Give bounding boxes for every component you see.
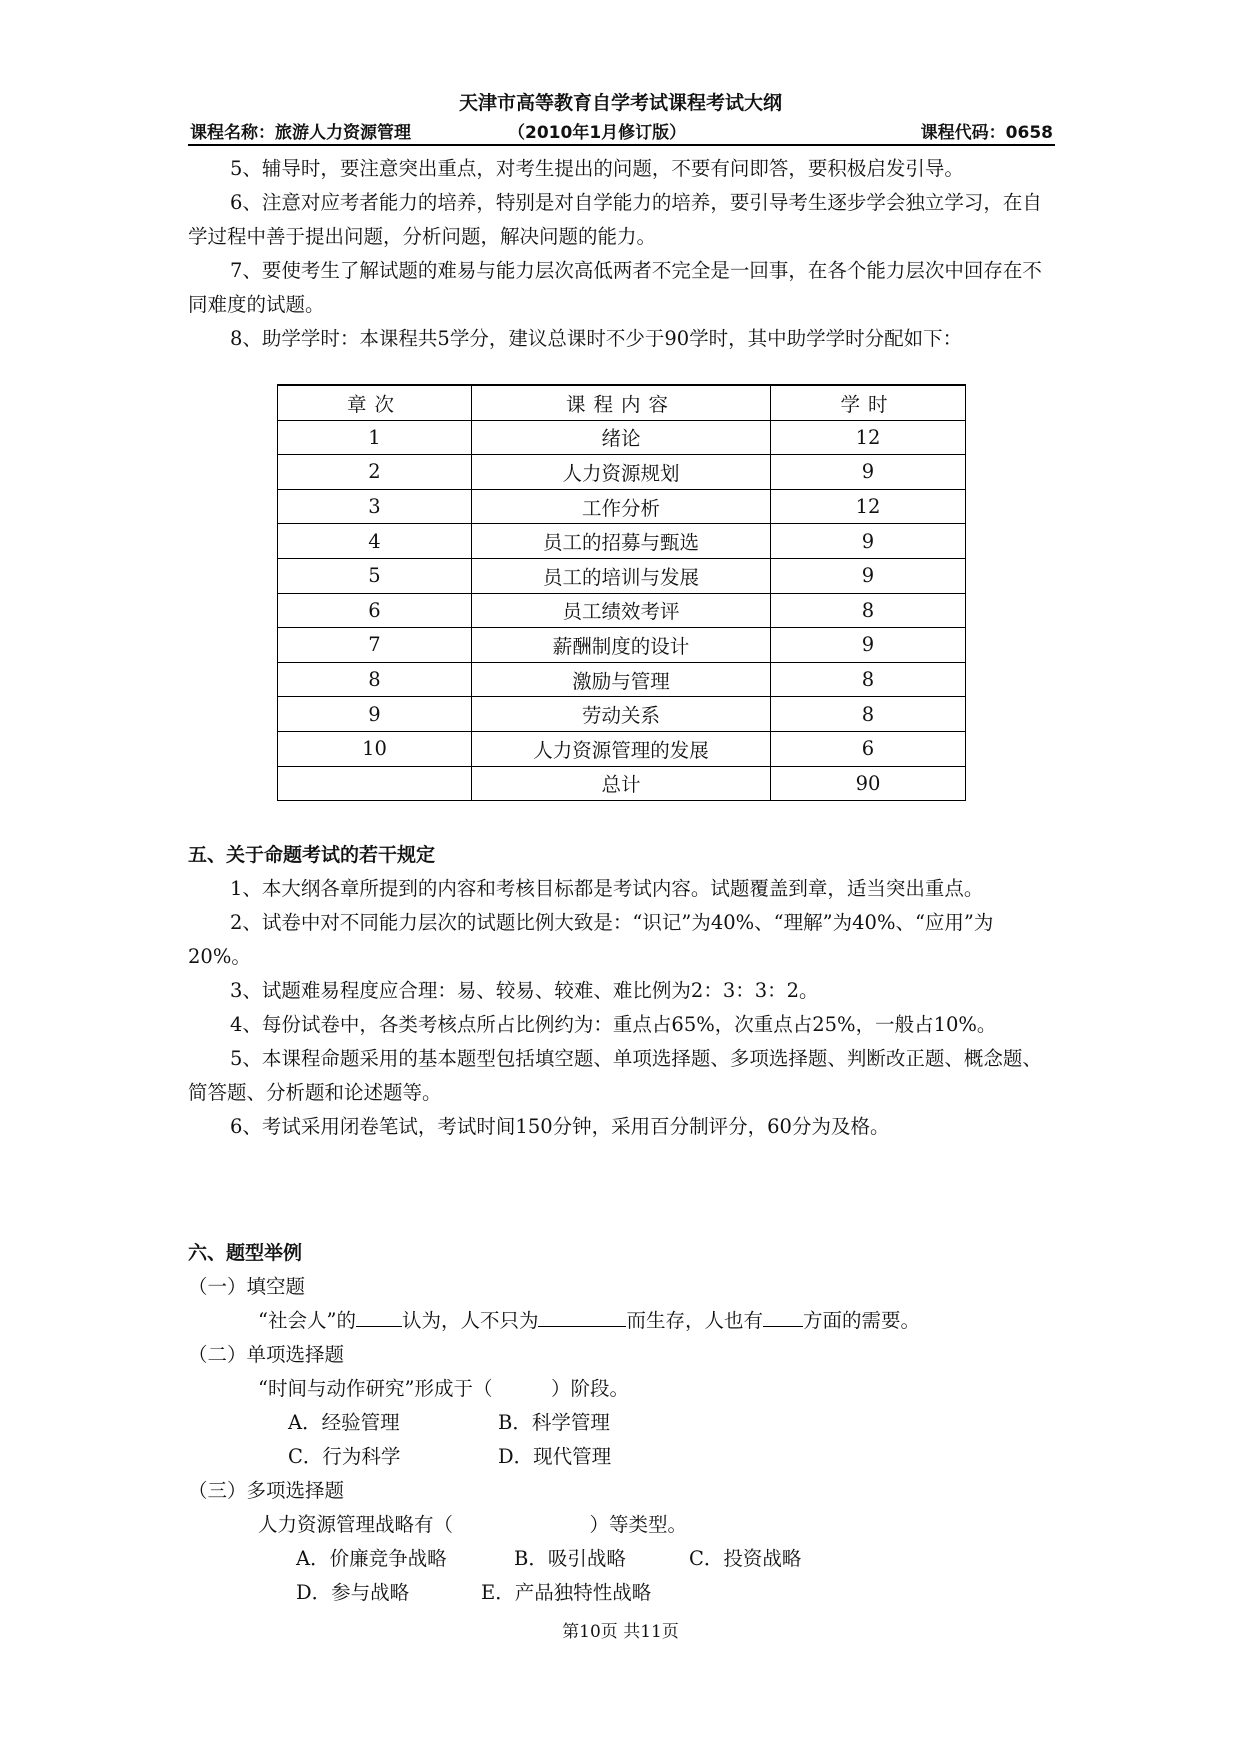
- rule-item: 1、本大纲各章所提到的内容和考核目标都是考试内容。试题覆盖到章，适当突出重点。: [230, 877, 984, 900]
- cell-hours: 9: [771, 524, 966, 559]
- answer-blank: [763, 1308, 803, 1327]
- header-content: 课程内容: [472, 385, 771, 420]
- cell-content: 劳动关系: [472, 697, 771, 732]
- cell-chapter: 7: [278, 628, 472, 663]
- cell-hours: 12: [771, 489, 966, 524]
- cell-hours: 8: [771, 593, 966, 628]
- option-d: D．现代管理: [498, 1445, 612, 1468]
- cell-content: 员工的招募与甄选: [472, 524, 771, 559]
- multi-choice-question: 人力资源管理战略有（ ）等类型。: [258, 1513, 688, 1536]
- cell-content: 员工的培训与发展: [472, 558, 771, 593]
- cell-content: 绪论: [472, 420, 771, 455]
- table-header-row: [278, 385, 966, 420]
- cell-chapter: 5: [278, 558, 472, 593]
- cell-hours: 8: [771, 697, 966, 732]
- option-a: A．价廉竞争战略: [296, 1547, 447, 1570]
- cell-chapter: [278, 766, 472, 801]
- option-a: A．经验管理: [288, 1411, 400, 1434]
- table-row: [278, 420, 966, 455]
- multi-choice-options-row: [188, 1542, 1056, 1576]
- cell-chapter: 4: [278, 524, 472, 559]
- table-row: [278, 731, 966, 766]
- cell-hours: 9: [771, 558, 966, 593]
- answer-blank: [356, 1308, 402, 1327]
- cell-content: 薪酬制度的设计: [472, 628, 771, 663]
- guidance-item-8: 8、助学学时：本课程共5学分，建议总课时不少于90学时，其中助学学时分配如下：: [230, 327, 963, 350]
- course-code: 课程代码：0658: [920, 123, 1053, 143]
- table-row: [278, 628, 966, 663]
- table-total-row: [278, 766, 966, 801]
- guidance-item-6: 6、注意对应考者能力的培养，特别是对自学能力的培养，要引导考生逐步学会独立学习，在自学过程中善于提出问题，分析问题，解决问题的能力。: [188, 191, 1042, 248]
- rule-item: 6、考试采用闭卷笔试，考试时间150分钟，采用百分制评分，60分为及格。: [230, 1115, 890, 1138]
- course-name: 课程名称：旅游人力资源管理: [190, 123, 411, 143]
- cell-hours: 8: [771, 662, 966, 697]
- edition-label: （2010年1月修订版）: [508, 123, 687, 143]
- rule-item: 3、试题难易程度应合理：易、较易、较难、难比例为2：3：3：2。: [230, 979, 819, 1002]
- cell-content: 人力资源规划: [472, 455, 771, 490]
- header-hours: 学时: [771, 385, 966, 420]
- cell-content: 激励与管理: [472, 662, 771, 697]
- table-row: [278, 662, 966, 697]
- page-number: 第10页 共11页: [562, 1622, 679, 1642]
- question-examples-section: [188, 1236, 1056, 1610]
- cell-chapter: 3: [278, 489, 472, 524]
- cell-chapter: 8: [278, 662, 472, 697]
- multi-choice-label: （三）多项选择题: [188, 1479, 345, 1502]
- fill-blank-question: [188, 1304, 1056, 1338]
- table-row: [278, 455, 966, 490]
- cell-hours: 6: [771, 731, 966, 766]
- cell-chapter: 2: [278, 455, 472, 490]
- cell-chapter: 10: [278, 731, 472, 766]
- option-e: E．产品独特性战略: [481, 1581, 652, 1604]
- cell-chapter: 1: [278, 420, 472, 455]
- section-6-heading: 六、题型举例: [188, 1242, 303, 1264]
- guidance-section: [188, 152, 1056, 356]
- single-choice-question: “时间与动作研究”形成于（ ）阶段。: [258, 1377, 629, 1400]
- header-chapter: 章次: [278, 385, 472, 420]
- single-choice-label: （二）单项选择题: [188, 1343, 345, 1366]
- rule-item: 5、本课程命题采用的基本题型包括填空题、单项选择题、多项选择题、判断改正题、概念题、简答题、分析题和论述题等。: [188, 1047, 1042, 1104]
- cell-chapter: 6: [278, 593, 472, 628]
- cell-hours: 9: [771, 628, 966, 663]
- table-row: [278, 489, 966, 524]
- study-hours-table: [277, 384, 966, 801]
- header-row: [190, 118, 1053, 142]
- option-b: B．吸引战略: [514, 1547, 626, 1570]
- option-b: B．科学管理: [498, 1411, 610, 1434]
- document-title: 天津市高等教育自学考试课程考试大纲: [458, 92, 782, 114]
- cell-content: 人力资源管理的发展: [472, 731, 771, 766]
- table-row: [278, 558, 966, 593]
- rule-item: 2、试卷中对不同能力层次的试题比例大致是：“识记”为40%、“理解”为40%、“应用”为20%。: [188, 911, 994, 968]
- question-text: 而生存，人也有: [626, 1309, 763, 1332]
- question-text: 方面的需要。: [802, 1309, 920, 1332]
- table-row: [278, 593, 966, 628]
- option-c: C．投资战略: [689, 1547, 802, 1570]
- single-choice-options-row: [188, 1440, 1056, 1474]
- question-text: 认为，人不只为: [401, 1309, 539, 1332]
- section-5-heading: 五、关于命题考试的若干规定: [188, 844, 436, 866]
- question-text: “社会人”的: [258, 1309, 356, 1332]
- cell-hours: 9: [771, 455, 966, 490]
- answer-blank: [538, 1308, 626, 1327]
- table-row: [278, 524, 966, 559]
- multi-choice-options-row: [188, 1576, 1056, 1610]
- cell-chapter: 9: [278, 697, 472, 732]
- cell-content: 工作分析: [472, 489, 771, 524]
- option-d: D．参与战略: [296, 1581, 410, 1604]
- fill-blank-label: （一）填空题: [188, 1275, 306, 1298]
- exam-rules-section: [188, 838, 1056, 1144]
- cell-hours: 12: [771, 420, 966, 455]
- table-row: [278, 697, 966, 732]
- guidance-item-7: 7、要使考生了解试题的难易与能力层次高低两者不完全是一回事，在各个能力层次中回存在不同难度的试题。: [188, 259, 1042, 316]
- single-choice-options-row: [188, 1406, 1056, 1440]
- guidance-item-5: 5、辅导时，要注意突出重点，对考生提出的问题，不要有问即答，要积极启发引导。: [230, 157, 964, 180]
- cell-total-label: 总计: [472, 766, 771, 801]
- cell-content: 员工绩效考评: [472, 593, 771, 628]
- rule-item: 4、每份试卷中，各类考核点所占比例约为：重点占65%，次重点占25%，一般占10%。: [230, 1013, 997, 1036]
- option-c: C．行为科学: [288, 1445, 401, 1468]
- header-divider: [188, 144, 1055, 146]
- cell-total-hours: 90: [771, 766, 966, 801]
